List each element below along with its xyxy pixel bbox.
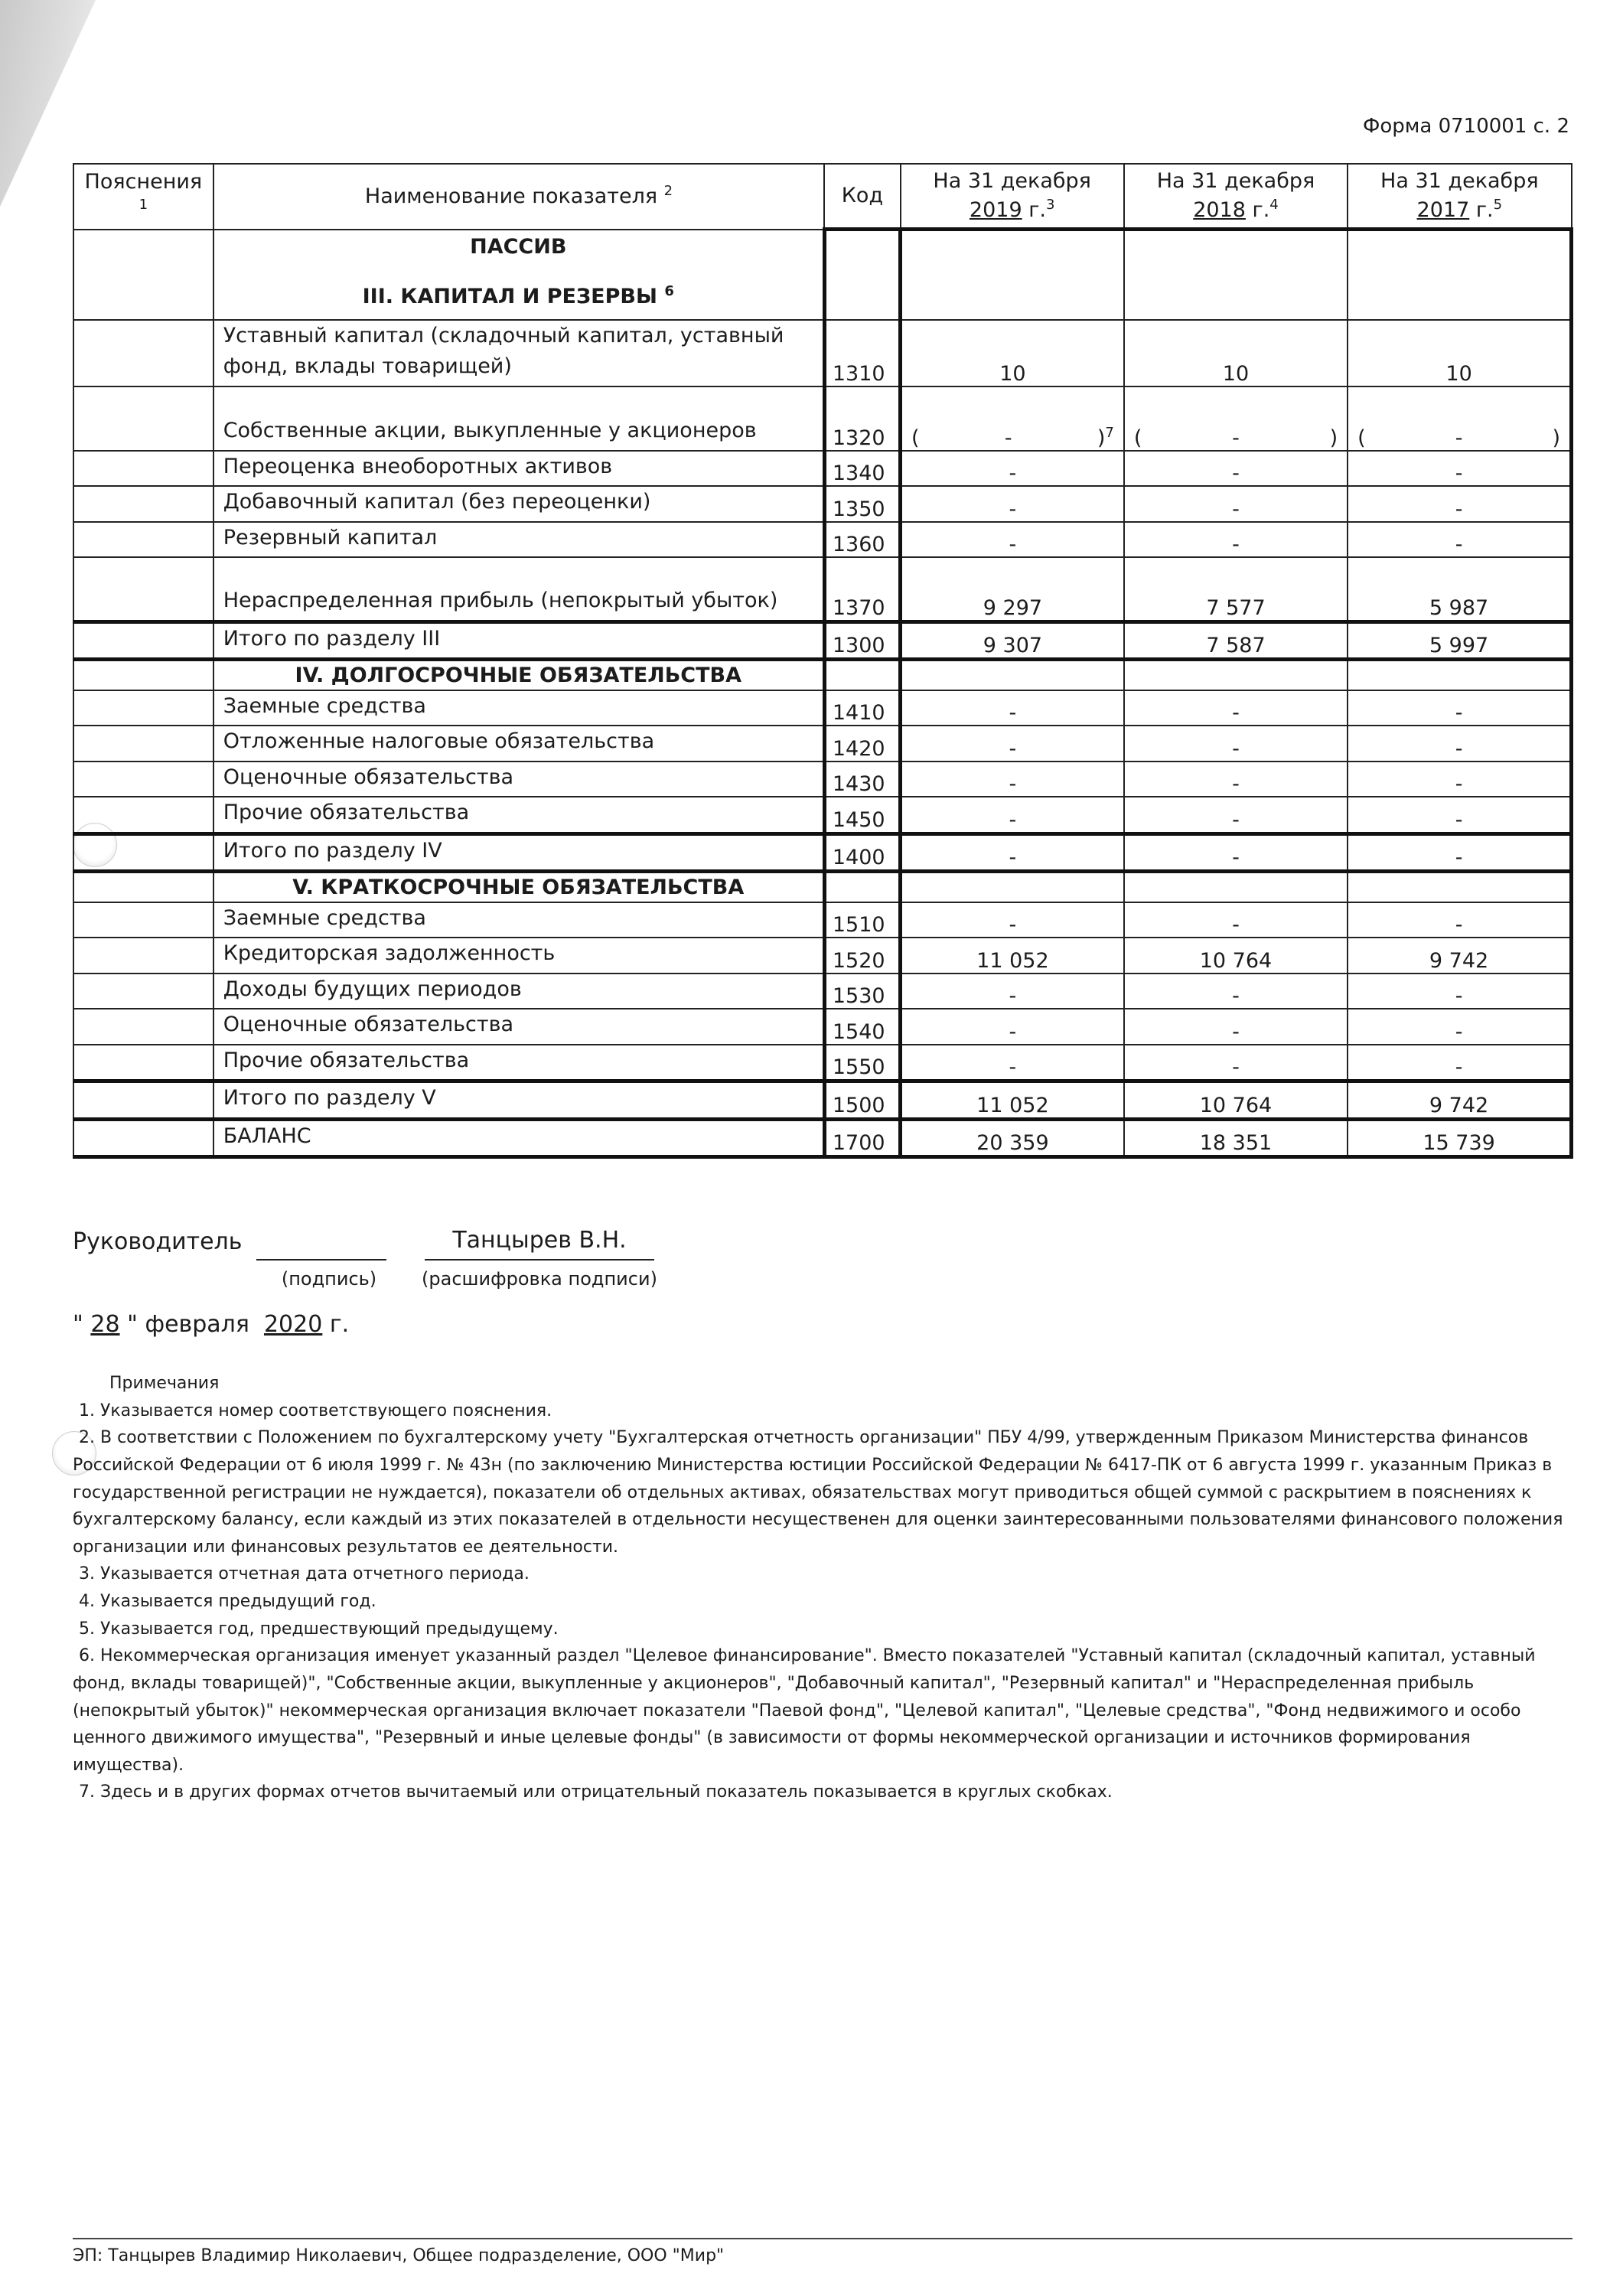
value-2019: - (901, 833, 1124, 872)
value-2017: - (1348, 833, 1571, 872)
section-total-row (73, 621, 1572, 660)
value-2018: - (1124, 974, 1348, 1009)
value-2017: 5 987 (1348, 557, 1571, 621)
value-2018: 10 764 (1124, 1081, 1348, 1120)
value-2017: - (1348, 902, 1571, 938)
notes-cell (73, 974, 213, 1009)
header-code: Код (824, 164, 900, 230)
notes-cell (73, 1009, 213, 1045)
note-item: 3. Указывается отчетная дата отчетного периода. (79, 1564, 530, 1584)
notes-cell (73, 797, 213, 833)
table-body (73, 230, 1572, 1157)
indicator-code: 1360 (824, 522, 900, 558)
notes-cell (73, 320, 213, 386)
indicator-name: Отложенные налоговые обязательства (213, 726, 825, 762)
header-name: Наименование показателя $^2$ (213, 164, 825, 230)
value-2017: - (1348, 726, 1571, 762)
table-row (73, 386, 1572, 451)
indicator-name: Добавочный капитал (без переоценки) (213, 486, 825, 522)
table-row (73, 762, 1572, 797)
indicator-code: 1400 (824, 833, 900, 872)
signature-label: Руководитель (73, 1228, 243, 1255)
table-row (73, 690, 1572, 726)
value-2019: 9 297 (901, 557, 1124, 621)
indicator-code: 1500 (824, 1081, 900, 1120)
value-2018: - (1124, 522, 1348, 558)
header-notes: Пояснения $^1$ (73, 164, 213, 230)
table-row (73, 902, 1572, 938)
section-title-row (73, 660, 1572, 690)
notes-list (73, 1397, 1572, 1806)
header-col-2017: На 31 декабря 2017 г.$^5$ (1348, 164, 1571, 230)
value-2018: - (1124, 797, 1348, 833)
value-2019: - (901, 797, 1124, 833)
indicator-name: Резервный капитал (213, 522, 825, 558)
notes-cell (73, 386, 213, 451)
indicator-name: Итого по разделу V (213, 1081, 825, 1120)
balance-total-row (73, 1119, 1572, 1157)
indicator-name: БАЛАНС (213, 1119, 825, 1157)
value-2018: - (1124, 451, 1348, 487)
close-paren: )$^7$ (1097, 424, 1114, 450)
value-2017 (1348, 872, 1571, 902)
value-2017: - (1348, 762, 1571, 797)
value-2018: - (1124, 690, 1348, 726)
header-col-2018: На 31 декабря 2018 г.$^4$ (1124, 164, 1348, 230)
notes-cell (73, 1119, 213, 1157)
notes-section (73, 1370, 1572, 1806)
value-2018: 10 (1124, 320, 1348, 386)
indicator-code: 1700 (824, 1119, 900, 1157)
notes-cell (73, 230, 213, 320)
footer-divider (73, 2238, 1572, 2239)
indicator-name: Итого по разделу IV (213, 833, 825, 872)
value-2017: 5 997 (1348, 621, 1571, 660)
indicator-code: 1310 (824, 320, 900, 386)
header-col-2019: На 31 декабря 2019 г.$^3$ (901, 164, 1124, 230)
indicator-name: Прочие обязательства (213, 1045, 825, 1081)
form-label: Форма 0710001 с. 2 (1362, 115, 1569, 138)
date-month: февраля (145, 1311, 249, 1338)
value-2017: 9 742 (1348, 1081, 1571, 1120)
open-paren: ( (1357, 426, 1366, 450)
value-2019: - (901, 762, 1124, 797)
section-heading-row (73, 230, 1572, 320)
indicator-code: 1430 (824, 762, 900, 797)
value-2019: - (901, 726, 1124, 762)
note-item: 2. В соответствии с Положением по бухгалтерскому учету "Бухгалтерская отчетность организации" ПБУ 4/99, утвержденным Приказом Министерства финансов Российской Федерации от 6 июля 1999 г. № 43н (по заключению Министерства юстиции Российской Федерации № 6417-ПК от 6 августа 1999 г. указанным Приказ в государственной регистрации не нуждается), показатели об отдельных активах, обязательствах могут приводиться общей суммой с раскрытием в пояснениях к бухгалтерскому балансу, если каждый из этих показателей в отдельности несущественен для оценки заинтересованными пользователями финансового положения организации или финансовых результатов ее деятельности. (73, 1428, 1563, 1557)
value-2018: - (1124, 726, 1348, 762)
notes-cell (73, 726, 213, 762)
notes-cell (73, 690, 213, 726)
indicator-code: 1510 (824, 902, 900, 938)
value-2017: - (1348, 486, 1571, 522)
table-row (73, 557, 1572, 621)
note-item: 1. Указывается номер соответствующего пояснения. (79, 1401, 552, 1420)
table-row (73, 451, 1572, 487)
indicator-name: Заемные средства (213, 902, 825, 938)
notes-cell (73, 486, 213, 522)
notes-title: Примечания (109, 1374, 220, 1393)
value-2018 (1124, 386, 1348, 451)
indicator-code (824, 872, 900, 902)
parenthesized-value (911, 425, 1114, 450)
value-2019: 11 052 (901, 1081, 1124, 1120)
section3-title: III. КАПИТАЛ И РЕЗЕРВЫ $^6$ (362, 282, 674, 308)
value-2017: - (1348, 451, 1571, 487)
date-year: 2020 (263, 1311, 323, 1338)
value-2018 (1124, 660, 1348, 690)
signature-name-line (425, 1259, 654, 1261)
indicator-name: Прочие обязательства (213, 797, 825, 833)
balance-table (73, 163, 1573, 1159)
notes-cell (73, 1081, 213, 1120)
footnote-mark: 7 (1105, 424, 1114, 441)
close-paren: ) (1329, 426, 1338, 450)
indicator-code: 1450 (824, 797, 900, 833)
table-row (73, 726, 1572, 762)
indicator-code: 1420 (824, 726, 900, 762)
footer-signature-stamp: ЭП: Танцырев Владимир Николаевич, Общее подразделение, ООО "Мир" (73, 2246, 725, 2265)
value-2017: 15 739 (1348, 1119, 1571, 1157)
value-2017: - (1348, 690, 1571, 726)
value-text: - (1455, 426, 1463, 450)
value-2019 (901, 872, 1124, 902)
section-total-row (73, 833, 1572, 872)
indicator-code: 1530 (824, 974, 900, 1009)
note-item: 5. Указывается год, предшествующий предыдущему. (79, 1619, 559, 1639)
notes-cell (73, 1045, 213, 1081)
value-2017: - (1348, 974, 1571, 1009)
signature-name: Танцырев В.Н. (452, 1227, 627, 1254)
notes-cell (73, 621, 213, 660)
table-row (73, 974, 1572, 1009)
table-row (73, 1009, 1572, 1045)
value-2019: - (901, 522, 1124, 558)
value-text: - (1232, 426, 1240, 450)
value-2019: - (901, 1009, 1124, 1045)
value-2019: - (901, 690, 1124, 726)
signature-line (256, 1259, 386, 1261)
notes-cell (73, 762, 213, 797)
value-2019 (901, 386, 1124, 451)
value-2018: - (1124, 833, 1348, 872)
value-2018 (1124, 872, 1348, 902)
indicator-code: 1320 (824, 386, 900, 451)
table-row (73, 486, 1572, 522)
value-2019: - (901, 974, 1124, 1009)
indicator-name: Оценочные обязательства (213, 762, 825, 797)
indicator-name: Заемные средства (213, 690, 825, 726)
indicator-code: 1370 (824, 557, 900, 621)
indicator-code: 1410 (824, 690, 900, 726)
indicator-code: 1340 (824, 451, 900, 487)
notes-cell (73, 522, 213, 558)
value-2018: - (1124, 1045, 1348, 1081)
indicator-code: 1550 (824, 1045, 900, 1081)
indicator-code: 1520 (824, 938, 900, 974)
notes-cell (73, 938, 213, 974)
signature-decode-caption: (расшифровка подписи) (422, 1268, 657, 1290)
value-2019: - (901, 902, 1124, 938)
value-2019: 20 359 (901, 1119, 1124, 1157)
note-item: 6. Некоммерческая организация именует указанный раздел "Целевое финансирование". Вместо показателей "Уставный капитал (складочный капитал, уставный фонд, вклады товарищей)", "Собственные акции, выкупленные у акционеров", "Добавочный капитал", "Резервный капитал" и "Нераспределенная прибыль (непокрытый убыток)" некоммерческая организация включает показатели "Паевой фонд", "Целевой капитал", "Целевые средства", "Фонд недвижимого и особо ценного движимого имущества", "Резервный и иные целевые фонды" (в зависимости от формы некоммерческой организации и источников формирования имущества). (73, 1646, 1536, 1775)
indicator-name: Собственные акции, выкупленные у акционеров (213, 386, 825, 451)
parenthesized-value (1134, 426, 1338, 450)
value-2017: 9 742 (1348, 938, 1571, 974)
indicator-name: Нераспределенная прибыль (непокрытый убыток) (213, 557, 825, 621)
value-2018: 18 351 (1124, 1119, 1348, 1157)
value-2018: - (1124, 486, 1348, 522)
indicator-name: Переоценка внеоборотных активов (213, 451, 825, 487)
indicator-code: 1300 (824, 621, 900, 660)
indicator-name: Оценочные обязательства (213, 1009, 825, 1045)
section-title: IV. ДОЛГОСРОЧНЫЕ ОБЯЗАТЕЛЬСТВА (213, 660, 825, 690)
value-2017: - (1348, 797, 1571, 833)
value-2019: - (901, 451, 1124, 487)
value-2019: - (901, 486, 1124, 522)
section-total-row (73, 1081, 1572, 1120)
value-2018: - (1124, 902, 1348, 938)
notes-cell (73, 557, 213, 621)
value-text: - (1004, 426, 1012, 450)
value-2017: 10 (1348, 320, 1571, 386)
indicator-name: Итого по разделу III (213, 621, 825, 660)
parenthesized-value (1357, 426, 1560, 450)
value-2018: - (1124, 762, 1348, 797)
notes-cell (73, 902, 213, 938)
signature-date: " 28 " февраля 2020 г. (73, 1311, 350, 1338)
table-row (73, 938, 1572, 974)
notes-cell (73, 451, 213, 487)
note-item: 7. Здесь и в других формах отчетов вычитаемый или отрицательный показатель показывается в круглых скобках. (79, 1782, 1113, 1802)
open-paren: ( (1133, 426, 1142, 450)
section-heading-cell (213, 230, 825, 320)
note-item: 4. Указывается предыдущий год. (79, 1592, 376, 1611)
value-2017: - (1348, 1045, 1571, 1081)
value-2018: 7 587 (1124, 621, 1348, 660)
value-2017: - (1348, 1009, 1571, 1045)
indicator-name: Доходы будущих периодов (213, 974, 825, 1009)
value-2019 (901, 660, 1124, 690)
passiv-title: ПАССИВ (470, 234, 567, 259)
open-paren: ( (911, 426, 920, 450)
value-2018: - (1124, 1009, 1348, 1045)
value-2019: 9 307 (901, 621, 1124, 660)
close-paren: ) (1552, 426, 1560, 450)
table-row (73, 522, 1572, 558)
indicator-name: Кредиторская задолженность (213, 938, 825, 974)
indicator-code (824, 660, 900, 690)
value-2019: 10 (901, 320, 1124, 386)
indicator-code: 1350 (824, 486, 900, 522)
notes-cell (73, 660, 213, 690)
value-2017 (1348, 660, 1571, 690)
notes-cell (73, 872, 213, 902)
section-title-row (73, 872, 1572, 902)
value-2019: - (901, 1045, 1124, 1081)
value-2017: - (1348, 522, 1571, 558)
indicator-code: 1540 (824, 1009, 900, 1045)
value-2017 (1348, 386, 1571, 451)
table-header-row (73, 164, 1572, 230)
value-2018: 10 764 (1124, 938, 1348, 974)
section-title: V. КРАТКОСРОЧНЫЕ ОБЯЗАТЕЛЬСТВА (213, 872, 825, 902)
table-row (73, 320, 1572, 386)
notes-cell (73, 833, 213, 872)
table-row (73, 1045, 1572, 1081)
signature-caption: (подпись) (281, 1268, 377, 1290)
table-row (73, 797, 1572, 833)
indicator-name: Уставный капитал (складочный капитал, уставный фонд, вклады товарищей) (213, 320, 825, 386)
value-2019: 11 052 (901, 938, 1124, 974)
date-day: 28 (90, 1311, 120, 1338)
value-2018: 7 577 (1124, 557, 1348, 621)
